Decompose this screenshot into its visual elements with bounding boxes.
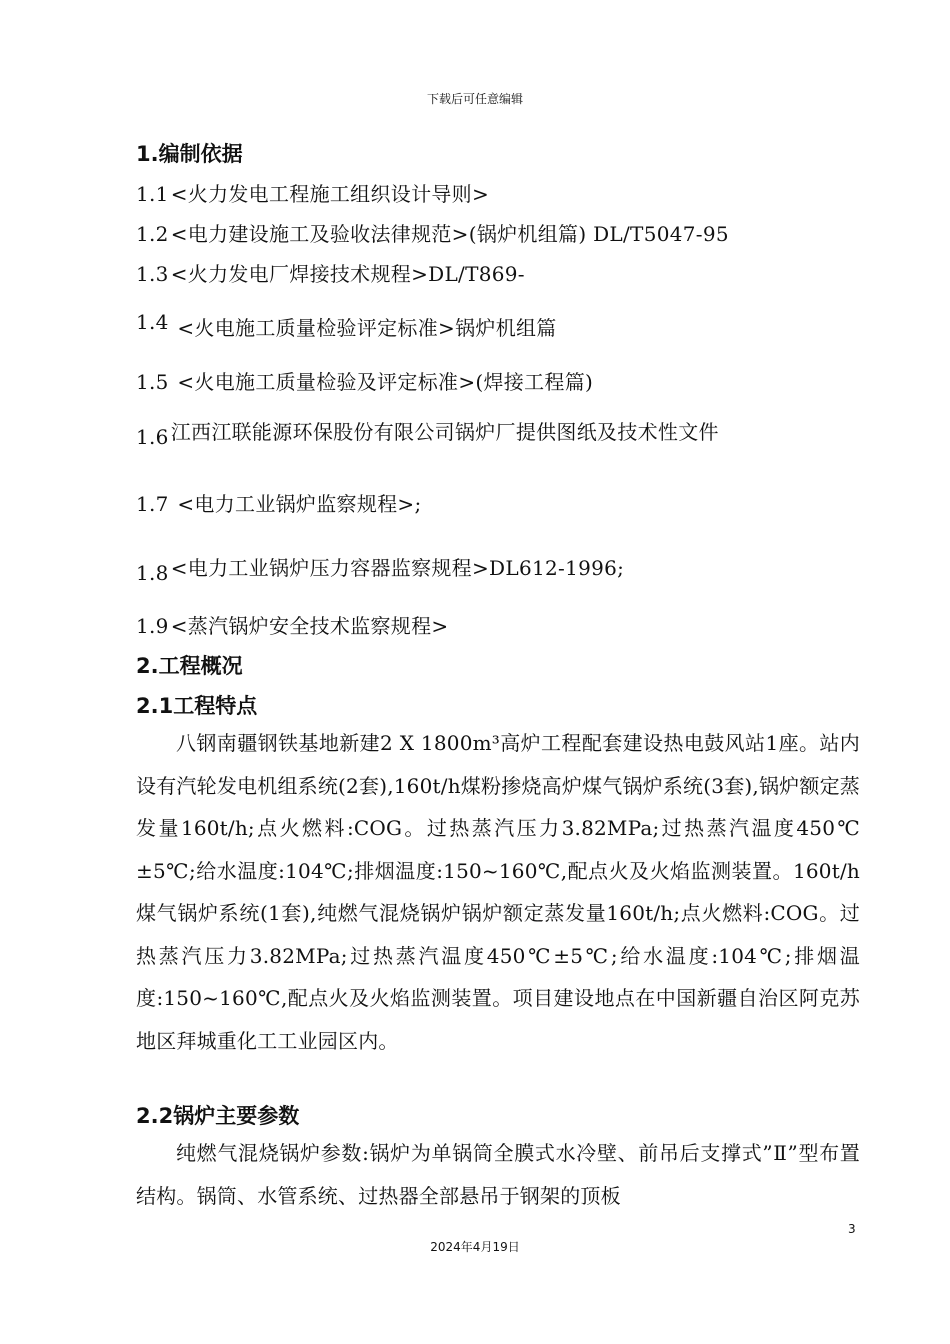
reference-item-1-3 (136, 258, 525, 287)
reference-item-1-8 (136, 552, 625, 585)
section-2-1-heading: 2.1工程特点 (136, 694, 258, 718)
project-features-paragraph: 八钢南疆钢铁基地新建2 X 1800m³高炉工程配套建设热电鼓风站1座。站内设有汽轮发电机组系统(2套),160t/h煤粉掺烧高炉煤气锅炉系统(3套),锅炉额定蒸发量160t/h;点火燃料:COG。过热蒸汽压力3.82MPa;过热蒸汽温度450℃±5℃;给水温度:104℃;排烟温度:150~160℃,配点火及火焰监测装置。160t/h煤气锅炉系统(1套),纯燃气混烧锅炉锅炉额定蒸发量160t/h;点火燃料:COG。过热蒸汽压力3.82MPa;过热蒸汽温度450℃±5℃;给水温度:104℃;排烟温度:150~160℃,配点火及火焰监测装置。项目建设地点在中国新疆自治区阿克苏地区拜城重化工工业园区内。 (136, 731, 860, 1053)
item-text: <火电施工质量检验评定标准>锅炉机组篇 (170, 316, 557, 340)
reference-item-1-1 (136, 178, 489, 207)
page-header-note: 下载后可任意编辑 (426, 92, 523, 106)
boiler-parameters-paragraph: 纯燃气混烧锅炉参数:锅炉为单锅筒全膜式水冷壁、前吊后支撑式”Ⅱ”型布置结构。锅筒、水管系统、过热器全部悬吊于钢架的顶板 (136, 1141, 860, 1208)
section-2-heading: 2.工程概况 (136, 654, 243, 678)
reference-item-1-5 (136, 366, 593, 395)
item-number: 1.4 (136, 310, 169, 334)
reference-item-1-4 (136, 312, 557, 341)
item-number: 1.8 (136, 561, 169, 585)
item-number: 1.6 (136, 425, 169, 449)
item-text: <火电施工质量检验及评定标准>(焊接工程篇) (170, 370, 594, 394)
item-text: <火力发电工程施工组织设计导则> (170, 182, 490, 206)
item-number: 1.3 (136, 262, 169, 286)
reference-item-1-9 (136, 610, 448, 639)
item-text: <火力发电厂焊接技术规程>DL/T869- (170, 262, 525, 286)
item-number: 1.9 (136, 614, 169, 638)
item-number: 1.7 (136, 492, 169, 516)
item-number: 1.5 (136, 370, 169, 394)
footer-date: 2024年4月19日 (430, 1240, 520, 1254)
item-text: 江西江联能源环保股份有限公司锅炉厂提供图纸及技术性文件 (170, 420, 719, 444)
item-number: 1.1 (136, 182, 169, 206)
item-text: <电力建设施工及验收法律规范>(锅炉机组篇) DL/T5047-95 (170, 222, 729, 246)
item-number: 1.2 (136, 222, 169, 246)
item-text: <蒸汽锅炉安全技术监察规程> (170, 614, 449, 638)
item-text: <电力工业锅炉压力容器监察规程>DL612-1996; (170, 556, 625, 580)
reference-item-1-2 (136, 218, 729, 247)
reference-item-1-7 (136, 488, 422, 517)
item-text: <电力工业锅炉监察规程>; (170, 492, 422, 516)
page-number: 3 (848, 1222, 856, 1236)
section-1-heading: 1.编制依据 (136, 142, 243, 166)
section-2-2-heading: 2.2锅炉主要参数 (136, 1104, 300, 1128)
reference-item-1-6 (136, 416, 719, 449)
